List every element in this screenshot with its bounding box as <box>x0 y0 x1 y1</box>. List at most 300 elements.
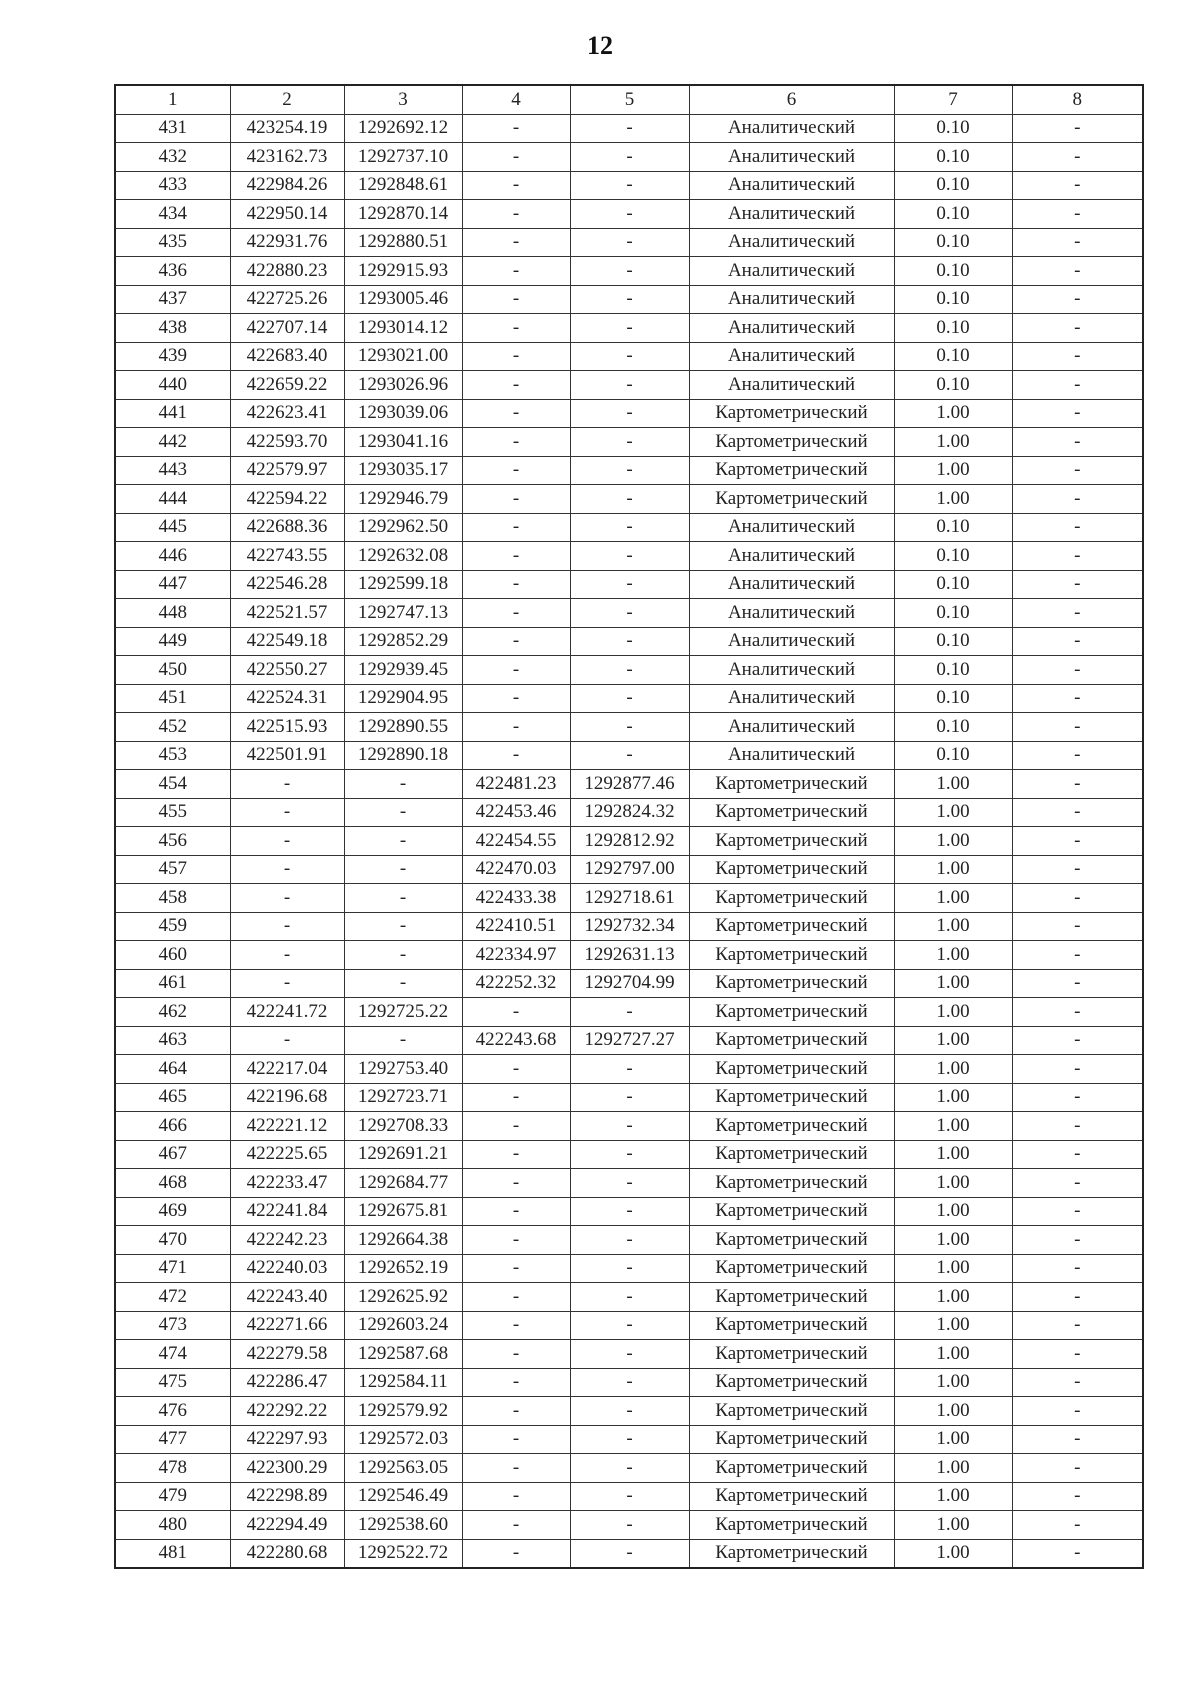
table-cell: - <box>570 570 689 599</box>
column-header: 2 <box>230 85 344 114</box>
table-cell: 0.10 <box>894 741 1012 770</box>
table-cell: 0.10 <box>894 684 1012 713</box>
table-cell: - <box>1012 542 1143 571</box>
table-cell: - <box>462 1397 570 1426</box>
table-cell: 1293021.00 <box>344 342 462 371</box>
table-cell: 1292692.12 <box>344 114 462 143</box>
table-cell: Аналитический <box>689 342 894 371</box>
table-cell: - <box>462 143 570 172</box>
table-cell: 1.00 <box>894 1482 1012 1511</box>
table-cell: Картометрический <box>689 855 894 884</box>
table-cell: Картометрический <box>689 1112 894 1141</box>
table-cell: 477 <box>115 1425 230 1454</box>
table-cell: 1.00 <box>894 1539 1012 1568</box>
table-cell: - <box>1012 1340 1143 1369</box>
table-row <box>115 855 1143 884</box>
table-cell: 422931.76 <box>230 228 344 257</box>
table-cell: 1.00 <box>894 1112 1012 1141</box>
table-cell: - <box>1012 684 1143 713</box>
table-cell: - <box>462 1083 570 1112</box>
table-row <box>115 200 1143 229</box>
table-row <box>115 627 1143 656</box>
table-cell: 0.10 <box>894 599 1012 628</box>
table-cell: - <box>570 1368 689 1397</box>
table-cell: 468 <box>115 1169 230 1198</box>
table-cell: - <box>570 1169 689 1198</box>
table-cell: Аналитический <box>689 599 894 628</box>
table-cell: 454 <box>115 770 230 799</box>
table-cell: - <box>1012 627 1143 656</box>
table-cell: - <box>1012 399 1143 428</box>
table-cell: - <box>1012 428 1143 457</box>
table-cell: 1292625.92 <box>344 1283 462 1312</box>
table-cell: 481 <box>115 1539 230 1568</box>
table-cell: 1292732.34 <box>570 912 689 941</box>
table-cell: Картометрический <box>689 912 894 941</box>
table-cell: - <box>1012 1283 1143 1312</box>
table-cell: 0.10 <box>894 513 1012 542</box>
table-cell: 447 <box>115 570 230 599</box>
table-cell: 462 <box>115 998 230 1027</box>
table-cell: - <box>570 428 689 457</box>
table-cell: 1292718.61 <box>570 884 689 913</box>
table-cell: Аналитический <box>689 257 894 286</box>
table-cell: 1.00 <box>894 941 1012 970</box>
table-cell: Аналитический <box>689 285 894 314</box>
table-cell: 422549.18 <box>230 627 344 656</box>
table-cell: 422470.03 <box>462 855 570 884</box>
table-cell: - <box>570 257 689 286</box>
table-cell: 1.00 <box>894 1055 1012 1084</box>
table-cell: 422243.40 <box>230 1283 344 1312</box>
table-cell: 1292704.99 <box>570 969 689 998</box>
table-cell: 436 <box>115 257 230 286</box>
table-cell: - <box>462 428 570 457</box>
table-cell: - <box>570 314 689 343</box>
table-cell: 1292546.49 <box>344 1482 462 1511</box>
table-cell: 471 <box>115 1254 230 1283</box>
table-cell: 422481.23 <box>462 770 570 799</box>
table-cell: 1292584.11 <box>344 1368 462 1397</box>
table-cell: 422579.97 <box>230 456 344 485</box>
table-cell: 422880.23 <box>230 257 344 286</box>
table-cell: 422252.32 <box>462 969 570 998</box>
table-row <box>115 912 1143 941</box>
table-cell: 469 <box>115 1197 230 1226</box>
table-cell: 422294.49 <box>230 1511 344 1540</box>
table-cell: 433 <box>115 171 230 200</box>
table-cell: 441 <box>115 399 230 428</box>
table-row <box>115 684 1143 713</box>
column-header: 1 <box>115 85 230 114</box>
table-cell: 1.00 <box>894 399 1012 428</box>
table-cell: - <box>1012 1454 1143 1483</box>
table-row <box>115 171 1143 200</box>
table-cell: 1292599.18 <box>344 570 462 599</box>
table-cell: - <box>462 998 570 1027</box>
table-cell: 466 <box>115 1112 230 1141</box>
table-cell: - <box>570 1283 689 1312</box>
table-cell: 422241.72 <box>230 998 344 1027</box>
table-header-row <box>115 85 1143 114</box>
table-row <box>115 1397 1143 1426</box>
table-cell: - <box>462 1511 570 1540</box>
table-cell: - <box>570 1425 689 1454</box>
table-cell: - <box>1012 1311 1143 1340</box>
table-cell: - <box>570 114 689 143</box>
table-cell: 0.10 <box>894 542 1012 571</box>
table-cell: 1292603.24 <box>344 1311 462 1340</box>
table-cell: 1292632.08 <box>344 542 462 571</box>
table-cell: - <box>344 1026 462 1055</box>
table-cell: Картометрический <box>689 1197 894 1226</box>
table-cell: - <box>462 1340 570 1369</box>
table-row <box>115 969 1143 998</box>
table-cell: - <box>462 171 570 200</box>
table-cell: Картометрический <box>689 1026 894 1055</box>
table-cell: - <box>570 285 689 314</box>
table-cell: - <box>570 342 689 371</box>
table-cell: Аналитический <box>689 684 894 713</box>
table-cell: Аналитический <box>689 627 894 656</box>
table-row <box>115 257 1143 286</box>
table-cell: 1292812.92 <box>570 827 689 856</box>
table-row <box>115 884 1143 913</box>
table-cell: - <box>462 1454 570 1483</box>
table-cell: - <box>462 627 570 656</box>
table-cell: 422242.23 <box>230 1226 344 1255</box>
table-cell: 476 <box>115 1397 230 1426</box>
table-cell: - <box>570 1311 689 1340</box>
table-cell: 444 <box>115 485 230 514</box>
table-cell: - <box>1012 1539 1143 1568</box>
table-cell: - <box>230 827 344 856</box>
table-row <box>115 1311 1143 1340</box>
table-cell: 1292522.72 <box>344 1539 462 1568</box>
table-cell: Картометрический <box>689 1226 894 1255</box>
table-cell: - <box>462 371 570 400</box>
table-cell: 1292877.46 <box>570 770 689 799</box>
table-cell: - <box>1012 285 1143 314</box>
table-cell: 422233.47 <box>230 1169 344 1198</box>
table-row <box>115 1283 1143 1312</box>
table-cell: 1292939.45 <box>344 656 462 685</box>
table-cell: 1292708.33 <box>344 1112 462 1141</box>
table-cell: 422707.14 <box>230 314 344 343</box>
table-cell: - <box>570 542 689 571</box>
table-cell: Аналитический <box>689 228 894 257</box>
table-cell: Картометрический <box>689 941 894 970</box>
table-cell: Картометрический <box>689 884 894 913</box>
table-cell: Картометрический <box>689 456 894 485</box>
table-cell: 1293035.17 <box>344 456 462 485</box>
table-cell: 465 <box>115 1083 230 1112</box>
table-cell: 1292946.79 <box>344 485 462 514</box>
table-cell: 473 <box>115 1311 230 1340</box>
table-cell: 463 <box>115 1026 230 1055</box>
table-cell: 1.00 <box>894 1140 1012 1169</box>
table-cell: 440 <box>115 371 230 400</box>
table-cell: Картометрический <box>689 1283 894 1312</box>
table-row <box>115 285 1143 314</box>
table-cell: Картометрический <box>689 1254 894 1283</box>
table-cell: - <box>1012 770 1143 799</box>
table-cell: - <box>1012 1226 1143 1255</box>
table-cell: 455 <box>115 798 230 827</box>
table-cell: 422225.65 <box>230 1140 344 1169</box>
table-cell: 1292725.22 <box>344 998 462 1027</box>
table-cell: 422297.93 <box>230 1425 344 1454</box>
table-row <box>115 1482 1143 1511</box>
column-header: 4 <box>462 85 570 114</box>
table-cell: - <box>1012 599 1143 628</box>
table-row <box>115 713 1143 742</box>
table-cell: - <box>462 1226 570 1255</box>
table-cell: - <box>344 941 462 970</box>
table-row <box>115 1112 1143 1141</box>
table-cell: 456 <box>115 827 230 856</box>
table-cell: 422433.38 <box>462 884 570 913</box>
table-cell: 422280.68 <box>230 1539 344 1568</box>
table-cell: 1292737.10 <box>344 143 462 172</box>
table-cell: - <box>1012 1482 1143 1511</box>
table-cell: 422683.40 <box>230 342 344 371</box>
table-row <box>115 827 1143 856</box>
table-cell: 1292848.61 <box>344 171 462 200</box>
table-cell: 475 <box>115 1368 230 1397</box>
table-cell: Картометрический <box>689 1311 894 1340</box>
table-cell: Картометрический <box>689 1511 894 1540</box>
table-cell: 461 <box>115 969 230 998</box>
table-cell: Аналитический <box>689 741 894 770</box>
table-cell: 422521.57 <box>230 599 344 628</box>
table-cell: - <box>462 200 570 229</box>
table-cell: - <box>1012 314 1143 343</box>
table-cell: 432 <box>115 143 230 172</box>
table-cell: Картометрический <box>689 1539 894 1568</box>
table-cell: 1292890.55 <box>344 713 462 742</box>
table-cell: - <box>344 827 462 856</box>
table-cell: 422524.31 <box>230 684 344 713</box>
table-cell: - <box>570 1539 689 1568</box>
table-cell: 437 <box>115 285 230 314</box>
table-cell: 422243.68 <box>462 1026 570 1055</box>
table-cell: - <box>1012 1425 1143 1454</box>
table-cell: - <box>1012 456 1143 485</box>
table-cell: 422286.47 <box>230 1368 344 1397</box>
table-cell: - <box>570 684 689 713</box>
table-cell: - <box>1012 1112 1143 1141</box>
table-cell: 0.10 <box>894 314 1012 343</box>
table-row <box>115 599 1143 628</box>
table-cell: 422240.03 <box>230 1254 344 1283</box>
table-cell: 422743.55 <box>230 542 344 571</box>
table-cell: 1.00 <box>894 855 1012 884</box>
table-cell: 422298.89 <box>230 1482 344 1511</box>
table-cell: 1292915.93 <box>344 257 462 286</box>
table-cell: 1.00 <box>894 798 1012 827</box>
table-cell: 422271.66 <box>230 1311 344 1340</box>
table-cell: - <box>462 342 570 371</box>
table-cell: 422241.84 <box>230 1197 344 1226</box>
table-cell: - <box>462 228 570 257</box>
table-cell: - <box>462 285 570 314</box>
table-row <box>115 1368 1143 1397</box>
table-cell: 422688.36 <box>230 513 344 542</box>
table-cell: - <box>462 456 570 485</box>
table-cell: 445 <box>115 513 230 542</box>
page-number: 12 <box>587 31 613 60</box>
table-row <box>115 513 1143 542</box>
table-cell: 1292691.21 <box>344 1140 462 1169</box>
table-cell: - <box>1012 855 1143 884</box>
coordinates-table <box>114 84 1144 1569</box>
table-cell: 0.10 <box>894 656 1012 685</box>
table-cell: - <box>1012 1169 1143 1198</box>
table-cell: - <box>1012 1511 1143 1540</box>
table-cell: - <box>462 513 570 542</box>
table-cell: - <box>1012 228 1143 257</box>
table-cell: 0.10 <box>894 200 1012 229</box>
table-cell: Аналитический <box>689 143 894 172</box>
table-cell: 1.00 <box>894 1083 1012 1112</box>
table-cell: Аналитический <box>689 570 894 599</box>
table-cell: - <box>1012 143 1143 172</box>
table-cell: 458 <box>115 884 230 913</box>
table-cell: Картометрический <box>689 428 894 457</box>
table-cell: 422221.12 <box>230 1112 344 1141</box>
table-cell: 1292572.03 <box>344 1425 462 1454</box>
table-cell: 1292579.92 <box>344 1397 462 1426</box>
table-cell: 422984.26 <box>230 171 344 200</box>
table-row <box>115 941 1143 970</box>
table-cell: - <box>570 399 689 428</box>
table-cell: 422279.58 <box>230 1340 344 1369</box>
table-row <box>115 1055 1143 1084</box>
table-cell: 1292753.40 <box>344 1055 462 1084</box>
table-cell: 422950.14 <box>230 200 344 229</box>
table-cell: Аналитический <box>689 171 894 200</box>
table-cell: 1293041.16 <box>344 428 462 457</box>
table-cell: 479 <box>115 1482 230 1511</box>
column-header: 8 <box>1012 85 1143 114</box>
table-cell: - <box>462 684 570 713</box>
table-cell: 451 <box>115 684 230 713</box>
table-cell: - <box>1012 1055 1143 1084</box>
table-cell: 1.00 <box>894 998 1012 1027</box>
table-cell: - <box>1012 656 1143 685</box>
table-cell: 1.00 <box>894 770 1012 799</box>
table-cell: - <box>1012 1083 1143 1112</box>
table-cell: - <box>570 485 689 514</box>
table-cell: - <box>1012 798 1143 827</box>
table-cell: 1292675.81 <box>344 1197 462 1226</box>
table-cell: - <box>462 1055 570 1084</box>
table-cell: 422515.93 <box>230 713 344 742</box>
table-row <box>115 1083 1143 1112</box>
table-cell: 1.00 <box>894 912 1012 941</box>
table-cell: - <box>570 713 689 742</box>
table-cell: 423162.73 <box>230 143 344 172</box>
table-cell: - <box>570 1397 689 1426</box>
table-cell: - <box>570 998 689 1027</box>
table-cell: - <box>1012 1254 1143 1283</box>
table-cell: - <box>1012 1197 1143 1226</box>
table-row <box>115 456 1143 485</box>
table-cell: Картометрический <box>689 1055 894 1084</box>
table-row <box>115 1454 1143 1483</box>
table-cell: 1292747.13 <box>344 599 462 628</box>
table-cell: 1292890.18 <box>344 741 462 770</box>
table-cell: - <box>1012 200 1143 229</box>
table-cell: - <box>230 855 344 884</box>
table-cell: 0.10 <box>894 143 1012 172</box>
table-cell: - <box>462 656 570 685</box>
table-cell: 1.00 <box>894 1397 1012 1426</box>
table-cell: Аналитический <box>689 371 894 400</box>
table-cell: Картометрический <box>689 798 894 827</box>
table-row <box>115 342 1143 371</box>
table-cell: - <box>1012 884 1143 913</box>
table-cell: Картометрический <box>689 399 894 428</box>
column-header: 6 <box>689 85 894 114</box>
table-cell: - <box>1012 741 1143 770</box>
table-cell: - <box>570 1112 689 1141</box>
table-cell: - <box>1012 570 1143 599</box>
table-cell: 0.10 <box>894 342 1012 371</box>
table-cell: - <box>462 1169 570 1198</box>
table-cell: 1293014.12 <box>344 314 462 343</box>
table-cell: - <box>570 1226 689 1255</box>
table-cell: 452 <box>115 713 230 742</box>
table-cell: - <box>462 1140 570 1169</box>
table-cell: - <box>1012 827 1143 856</box>
table-cell: - <box>462 399 570 428</box>
table-cell: 1292824.32 <box>570 798 689 827</box>
table-cell: 0.10 <box>894 257 1012 286</box>
table-cell: 1.00 <box>894 1311 1012 1340</box>
table-cell: - <box>570 1055 689 1084</box>
table-row <box>115 1169 1143 1198</box>
table-cell: 422300.29 <box>230 1454 344 1483</box>
table-row <box>115 428 1143 457</box>
table-cell: 0.10 <box>894 171 1012 200</box>
table-cell: - <box>1012 1026 1143 1055</box>
table-cell: - <box>230 941 344 970</box>
table-cell: Аналитический <box>689 513 894 542</box>
table-cell: Аналитический <box>689 542 894 571</box>
table-row <box>115 741 1143 770</box>
table-cell: - <box>462 1283 570 1312</box>
table-cell: 431 <box>115 114 230 143</box>
table-cell: 422292.22 <box>230 1397 344 1426</box>
table-cell: - <box>1012 171 1143 200</box>
table-cell: - <box>570 143 689 172</box>
table-cell: 1.00 <box>894 1511 1012 1540</box>
table-cell: 0.10 <box>894 713 1012 742</box>
table-cell: - <box>570 371 689 400</box>
table-cell: - <box>570 1511 689 1540</box>
table-cell: - <box>462 1539 570 1568</box>
table-row <box>115 1425 1143 1454</box>
table-cell: - <box>462 1311 570 1340</box>
table-cell: - <box>344 770 462 799</box>
table-cell: - <box>462 741 570 770</box>
table-cell: - <box>570 599 689 628</box>
table-cell: - <box>462 485 570 514</box>
table-cell: 1.00 <box>894 485 1012 514</box>
table-cell: 1293039.06 <box>344 399 462 428</box>
